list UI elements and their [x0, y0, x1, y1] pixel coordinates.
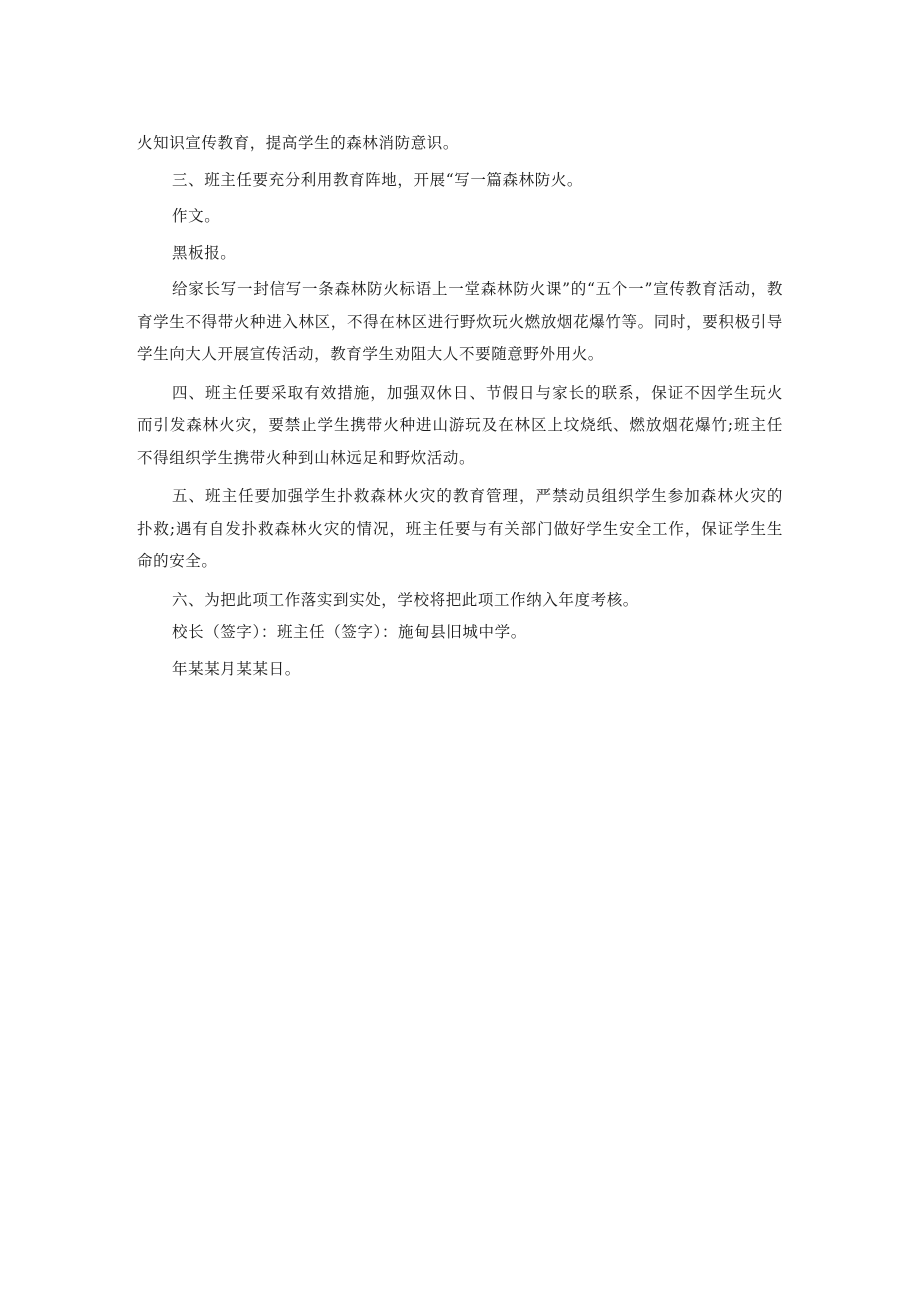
date-line: 年某某月某某日。 — [172, 659, 301, 678]
paragraph-continuation: 火知识宣传教育，提高学生的森林消防意识。 — [137, 134, 460, 152]
paragraph-section-3: 三、班主任要充分利用教育阵地，开展“写一篇森林防火。 — [172, 170, 584, 189]
paragraph-five-ones: 给家长写一封信写一条森林防火标语上一堂森林防火课”的“五个一”宣传教育活动，教育学生不得带火种进入林区，不得在林区进行野炊玩火燃放烟花爆竹等。同时，要积极引导学生向大人开展宣传活动，教育学生劝阻大人不要随意野外用火。 — [137, 280, 783, 363]
paragraph-blackboard: 黑板报。 — [172, 243, 237, 262]
paragraph-section-6: 六、为把此项工作落实到实处，学校将把此项工作纳入年度考核。 — [172, 590, 639, 609]
document-body — [137, 127, 783, 685]
paragraph-section-5: 五、班主任要加强学生扑救森林火灾的教育管理，严禁动员组织学生参加森林火灾的扑救;遇有自发扑救森林火灾的情况，班主任要与有关部门做好学生安全工作，保证学生生命的安全。 — [137, 487, 783, 570]
signature-line: 校长（签字）：班主任（签字）：施甸县旧城中学。 — [172, 623, 527, 641]
paragraph-section-4: 四、班主任要采取有效措施，加强双休日、节假日与家长的联系，保证不因学生玩火而引发森林火灾，要禁止学生携带火种进山游玩及在林区上坟烧纸、燃放烟花爆竹;班主任不得组织学生携带火种到山林远足和野炊活动。 — [137, 383, 783, 467]
paragraph-essay: 作文。 — [172, 207, 221, 225]
